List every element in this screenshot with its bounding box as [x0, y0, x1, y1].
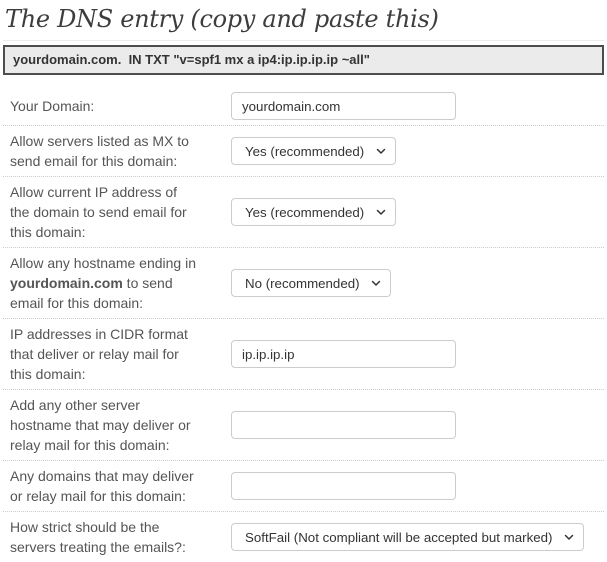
other-hostname-input[interactable] — [231, 411, 456, 439]
form-row-cidr-ips — [3, 319, 604, 390]
form-row-other-hostname — [3, 390, 604, 461]
other-hostname-label: Add any other server hostname that may deliver or relay mail for this domain: — [10, 397, 191, 453]
allow-current-ip-select[interactable] — [231, 198, 396, 226]
your-domain-input[interactable] — [231, 92, 456, 120]
form-row-your-domain — [3, 87, 604, 126]
page-title: The DNS entry (copy and paste this) — [5, 5, 439, 33]
your-domain-label: Your Domain: — [10, 98, 95, 114]
allow-hostname-label: Allow any hostname ending in yourdomain.com to send email for this domain: — [10, 255, 197, 311]
allow-mx-select[interactable] — [231, 137, 396, 165]
allow-mx-select-wrap — [231, 137, 396, 165]
other-domains-input[interactable] — [231, 472, 456, 500]
strictness-select-wrap — [231, 523, 584, 551]
strictness-label: How strict should be the servers treating the emails?: — [10, 519, 186, 555]
form-row-allow-hostname — [3, 248, 604, 319]
allow-current-ip-label: Allow current IP address of the domain to send email for this domain: — [10, 184, 187, 240]
page-header — [3, 0, 604, 41]
allow-current-ip-select-wrap — [231, 198, 396, 226]
allow-mx-label: Allow servers listed as MX to send email for this domain: — [10, 133, 189, 169]
cidr-ips-label: IP addresses in CIDR format that deliver or relay mail for this domain: — [10, 326, 188, 382]
cidr-ips-input[interactable] — [231, 340, 456, 368]
form-row-allow-current-ip — [3, 177, 604, 248]
allow-hostname-select-wrap — [231, 269, 391, 297]
allow-hostname-select[interactable] — [231, 269, 391, 297]
strictness-select[interactable] — [231, 523, 584, 551]
bold-domain-text: yourdomain.com — [10, 275, 123, 291]
form-row-allow-mx — [3, 126, 604, 177]
spf-form — [3, 87, 604, 562]
form-row-other-domains — [3, 461, 604, 512]
dns-record-box[interactable]: yourdomain.com. IN TXT "v=spf1 mx a ip4:ip.ip.ip.ip ~all" — [3, 45, 604, 75]
other-domains-label: Any domains that may deliver or relay mail for this domain: — [10, 468, 194, 504]
